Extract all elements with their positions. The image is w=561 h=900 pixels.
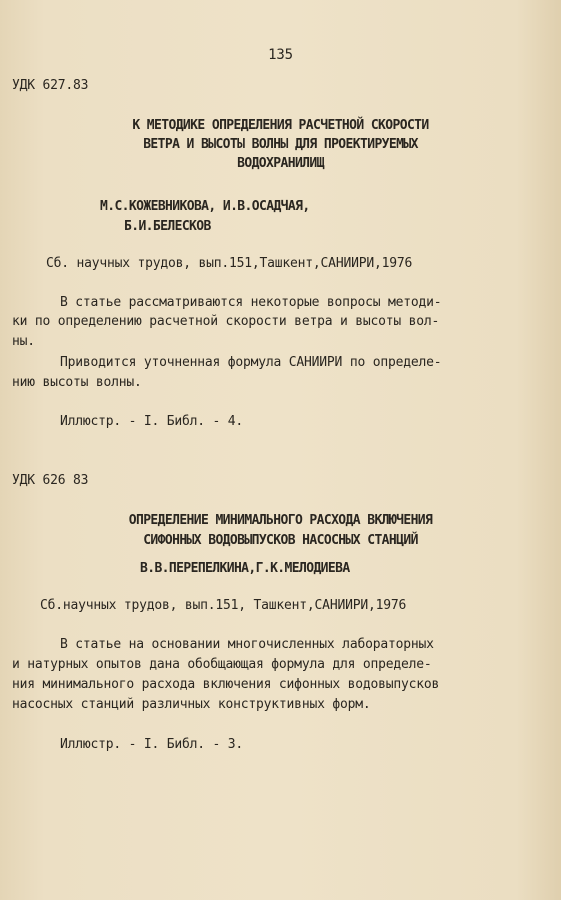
abstract-2-line-2: и натурных опытов дана обобщающая формула для определе-	[12, 657, 432, 672]
abstract-1-line-4: Приводится уточненная формула САНИИРИ по определе-	[60, 355, 442, 370]
illustrations-1: Иллюстр. - I. Библ. - 4.	[60, 414, 244, 429]
authors-2-line-1: В.В.ПЕРЕПЕЛКИНА,Г.К.МЕЛОДИЕВА	[140, 561, 350, 576]
abstract-1-line-5: нию высоты волны.	[12, 375, 142, 390]
page-number: 135	[268, 47, 293, 63]
abstract-2-line-4: насосных станций различных конструктивных форм.	[12, 697, 371, 712]
source-1: Сб. научных трудов, вып.151,Ташкент,САНИИРИ,1976	[46, 256, 413, 271]
source-2: Сб.научных трудов, вып.151, Ташкент,САНИИРИ,1976	[40, 598, 407, 613]
title-1-line-2: ВЕТРА И ВЫСОТЫ ВОЛНЫ ДЛЯ ПРОЕКТИРУЕМЫХ	[143, 137, 418, 152]
illustrations-2: Иллюстр. - I. Библ. - 3.	[60, 737, 244, 752]
authors-1-line-2: Б.И.БЕЛЕСКОВ	[124, 219, 211, 234]
abstract-2-line-3: ния минимального расхода включения сифонных водовыпусков	[12, 677, 440, 692]
abstract-1-line-2: ки по определению расчетной скорости ветра и высоты вол-	[12, 314, 440, 329]
udk-code-1: УДК 627.83	[12, 78, 89, 93]
title-2-line-2: СИФОННЫХ ВОДОВЫПУСКОВ НАСОСНЫХ СТАНЦИЙ	[143, 533, 418, 548]
udk-code-2: УДК 626 83	[12, 473, 89, 488]
abstract-1-line-1: В статье рассматриваются некоторые вопросы методи-	[60, 295, 442, 310]
title-1-line-3: ВОДОХРАНИЛИЩ	[237, 156, 324, 171]
abstract-1-line-3: ны.	[12, 334, 35, 349]
authors-1-line-1: М.С.КОЖЕВНИКОВА, И.В.ОСАДЧАЯ,	[100, 199, 310, 214]
title-2-line-1: ОПРЕДЕЛЕНИЕ МИНИМАЛЬНОГО РАСХОДА ВКЛЮЧЕНИЯ	[128, 513, 433, 528]
abstract-2-line-1: В статье на основании многочисленных лабораторных	[60, 637, 434, 652]
title-1-line-1: К МЕТОДИКЕ ОПРЕДЕЛЕНИЯ РАСЧЕТНОЙ СКОРОСТИ	[132, 118, 429, 133]
